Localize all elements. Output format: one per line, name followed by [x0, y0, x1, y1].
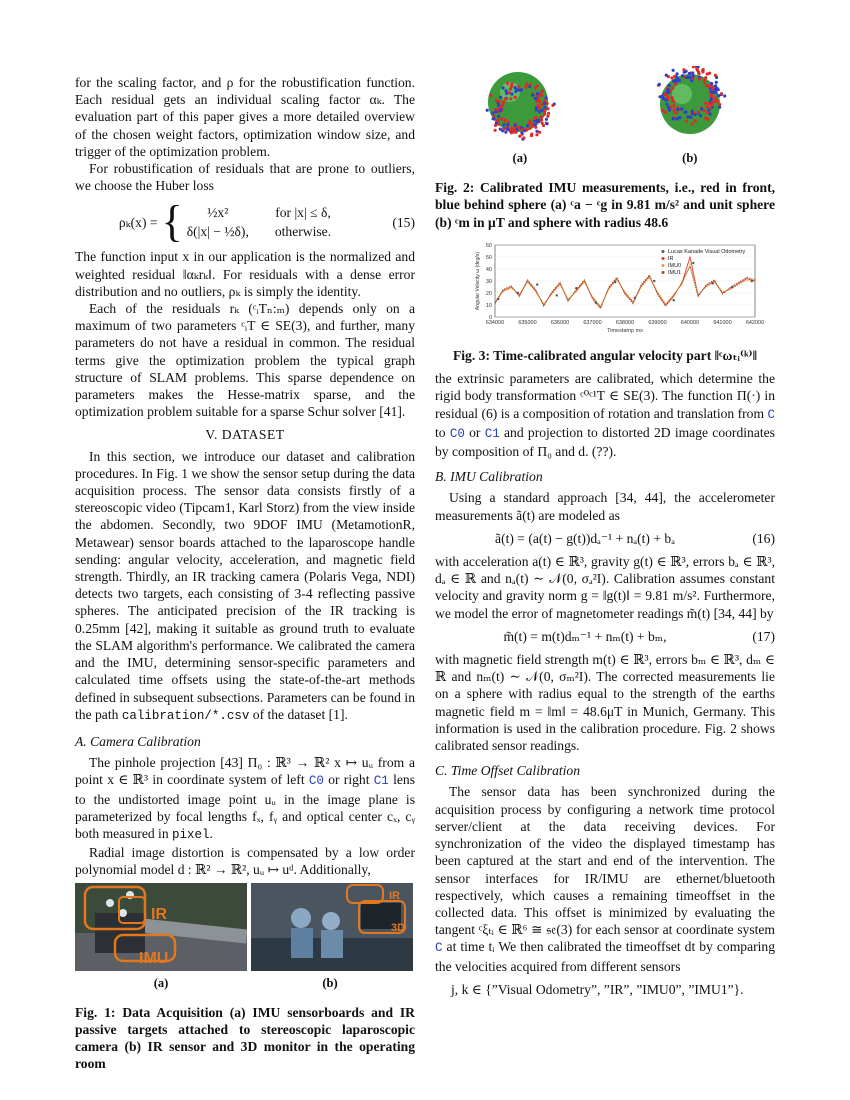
measurement-dot [503, 128, 506, 131]
subfigure-label: (a) [153, 975, 169, 990]
measurement-dot [690, 79, 693, 82]
measurement-dot [497, 123, 500, 126]
measurement-dot [506, 123, 509, 126]
equation-body: ã(t) = (a(t) − g(t))dₐ⁻¹ + nₐ(t) + bₐ [495, 530, 675, 546]
equation-number: (15) [392, 214, 415, 230]
measurement-dot [694, 119, 697, 122]
measurement-dot [504, 119, 507, 122]
paragraph: the extrinsic parameters are calibrated, which determine the rigid body transformation ᶜ⁰ᶜ¹T ∈ SE(3). The function Π(·) in residual (6) is a composition of rotation and translation from C to C0 or C1 and projection to distorted 2D image coordinates by composition of Π₀ and d. (??). [435, 371, 775, 460]
measurement-dot [678, 116, 681, 119]
y-tick-label: 40 [485, 266, 492, 273]
x-axis-label: Timestamp ms [607, 327, 643, 334]
x-tick-label: 637000 [583, 319, 602, 326]
measurement-dot [688, 72, 691, 75]
measurement-dot [720, 92, 723, 95]
measurement-dot [676, 108, 679, 111]
measurement-dot [715, 81, 718, 84]
equation-17 [435, 628, 775, 645]
legend-label: IMU0 [668, 262, 682, 269]
measurement-dot [704, 102, 707, 105]
coord-c0: C0 [449, 426, 465, 441]
measurement-dot [536, 92, 539, 95]
measurement-dot [696, 69, 699, 72]
measurement-dot [510, 92, 513, 95]
measurement-dot [671, 87, 674, 90]
measurement-dot [520, 131, 523, 134]
path-code: calibration/*.csv [121, 708, 250, 723]
measurement-dot [662, 97, 665, 100]
measurement-dot [514, 124, 517, 127]
legend-marker [662, 250, 665, 253]
right-column [435, 74, 775, 998]
equation-16 [435, 530, 775, 547]
measurement-dot [534, 126, 537, 129]
paragraph: for the scaling factor, and ρ for the robustification function. Each residual gets an individual scaling factor αₖ. The evaluation part of this paper gives a more detailed overview of the chosen weight factors, optimization window size, and trigger of the optimization problem. [75, 75, 415, 159]
measurement-dot [494, 110, 497, 113]
measurement-dot [535, 133, 538, 136]
measurement-dot [514, 96, 517, 99]
measurement-dot [706, 105, 709, 108]
legend-marker [662, 271, 665, 274]
paragraph: The function input x in our application is the normalized and weighted residual ‖αₖrₖ‖. For residuals with a dense error distribution and no outliers, ρₖ is simply the identity. [75, 249, 415, 299]
paragraph: The sensor data has been synchronized during the acquisition process by configuring a network time protocol server/client at the data receiving devices. For synchronization of the video the displayed timestamp has been captured at the start and end of the intervention. The sensor interfaces for IR/IMU are ethernet/bluetooth respectively, which causes a remaining timeoffset in the collected data. This offset is minimized by evaluating the tangent ᶜξₜᵢ ∈ ℝ⁶ ≅ 𝔰𝔢(3) for each sensor at coordinate system C at time tᵢ We then calibrated the timeoffset dt by comparing the velocities acquired from different sensors [435, 784, 776, 974]
measurement-dot [502, 101, 505, 104]
measurement-dot [708, 112, 711, 115]
figure-2-caption: Fig. 2: Calibrated IMU measurements, i.e., red in front, blue behind sphere (a) ᶜa − ᶜg in 9.81 m/s² and unit sphere (b) ᶜm in μT and sphere with radius 48.6 [435, 180, 775, 230]
measurement-dot [665, 74, 668, 77]
brace: { [161, 197, 183, 247]
measurement-dot [666, 89, 669, 92]
coord-c1: C1 [373, 774, 389, 789]
coord-c0: C0 [308, 774, 324, 789]
legend-label: IR [668, 255, 674, 262]
measurement-dot [723, 94, 726, 97]
x-tick-label: 634000 [485, 319, 505, 326]
measurement-dot [494, 129, 497, 132]
measurement-dot [711, 85, 714, 88]
y-tick-label: 60 [485, 242, 492, 249]
subsection-heading: A. Camera Calibration [75, 733, 201, 749]
measurement-dot [546, 107, 549, 110]
measurement-dot [541, 89, 544, 92]
measurement-dot [540, 109, 543, 112]
data-point [653, 280, 655, 282]
equation-number: (16) [752, 530, 775, 546]
measurement-dot [706, 111, 709, 114]
measurement-dot [658, 95, 661, 98]
measurement-dot [680, 107, 683, 110]
measurement-dot [714, 88, 717, 91]
x-tick-label: 641000 [713, 319, 732, 326]
measurement-dot [697, 111, 700, 114]
y-tick-label: 30 [485, 278, 492, 285]
angular-velocity-chart [445, 239, 765, 335]
paragraph: In this section, we introduce our dataset and calibration procedures. In Fig. 1 we show the sensor setup during the data acquisition process. The sensor data consists firstly of a stereoscopic video (Tipcam1, Karl Storz) from the view inside the abdomen. Secondly, two 9DOF IMU (MetamotionR, Metawear) sensor boards attached to the laparoscope handle sending: angular velocity, acceleration, and magnetic field strength. Thirdly, an IR tracking camera (Polaris Vega, NDI) detects two targets, each consisting of 3-4 reflecting passive spheres. The anticipated precision of the IR tracking is 0.25mm [42], making it suitable as ground truth to evaluate the SLAM algorithm's performance. We calibrated the camera and the IMU, determining sensor-specific parameters and calculated time offsets using the state-of-the-art methods defined in subsequent subsections. Parameters can be found in the path calibration/*.csv of the dataset [1]. [75, 448, 415, 723]
measurement-dot [672, 104, 675, 107]
data-point [536, 283, 538, 285]
measurement-dot [525, 82, 528, 85]
measurement-dot [658, 83, 661, 86]
measurement-dot [673, 108, 676, 111]
figure-1-caption: Fig. 1: Data Acquisition (a) IMU sensorboards and IR passive targets attached to stereoscopic laparoscopic camera (b) IR sensor and 3D monitor in the operating room [75, 1004, 415, 1072]
data-point [517, 292, 519, 294]
y-tick-label: 20 [485, 290, 492, 297]
measurement-dot [504, 89, 507, 92]
measurement-dot [518, 135, 521, 138]
measurement-dot [517, 126, 520, 129]
paragraph: The pinhole projection [43] Π₀ : ℝ³ → ℝ² x ↦ uᵤ from a point x ∈ ℝ³ in coordinate system of left C0 or right C1 lens to the undistorted image point uᵤ in the image plane is parameterized by focal lengths fₓ, fᵧ and optical center cₓ, cᵧ both measured in pixel. [75, 755, 416, 842]
x-tick-label: 640000 [680, 319, 700, 326]
x-tick-label: 636000 [550, 319, 570, 326]
measurement-dot [533, 117, 536, 120]
measurement-dot [703, 79, 706, 82]
data-point [556, 294, 558, 296]
case-2: δ(|x| − ½δ), [186, 224, 249, 240]
measurement-dot [540, 94, 543, 97]
measurement-dot [676, 117, 679, 120]
measurement-dot [714, 96, 717, 99]
measurement-dot [551, 104, 554, 107]
case-1: ½x² [207, 205, 229, 221]
measurement-dot [700, 107, 703, 110]
measurement-dot [699, 114, 702, 117]
measurement-dot [697, 72, 700, 75]
measurement-dot [525, 128, 528, 131]
y-tick-label: 10 [485, 302, 492, 309]
measurement-dot [665, 103, 668, 106]
measurement-dot [540, 118, 543, 121]
overlay-label-ir-2: IR [389, 889, 400, 902]
measurement-dot [499, 105, 502, 108]
measurement-dot [673, 75, 676, 78]
measurement-dot [504, 97, 507, 100]
measurement-dot [684, 111, 687, 114]
paragraph: with magnetic field strength m(t) ∈ ℝ³, errors bₘ ∈ ℝ³, dₘ ∈ ℝ and nₘ(t) ∼ 𝒩(0, σₘ²I). The corrected measurements lie on a sphere with radius equal to the strength of the earths magnetic field m = ‖m‖ = 48.6μT in Munich, Germany. This information is used in the calibration procedure. Fig. 2 shows calibrated sensor readings. [435, 652, 775, 754]
data-point [575, 287, 577, 289]
subfigure-label: (b) [682, 151, 698, 165]
y-axis-label: Angular Velocity ω (deg/s) [475, 251, 481, 310]
measurement-dot [499, 96, 502, 99]
equation-15 [75, 197, 415, 247]
measurement-dot [524, 85, 527, 88]
section-heading: V. DATASET [205, 427, 285, 443]
measurement-dot [682, 68, 685, 71]
paragraph: with acceleration a(t) ∈ ℝ³, gravity g(t) ∈ ℝ³, errors bₐ ∈ ℝ³, dₐ ∈ ℝ and nₐ(t) ∼ 𝒩(0, σₐ²I). Calibration assumes constant velocity and gravity norm g = ‖g(t)‖ = 9.81 m/s². Furthermore, we model the error of magnetometer readings m̃(t) [34, 44] by [435, 554, 775, 621]
measurement-dot [499, 109, 502, 112]
equation-number: (17) [752, 628, 775, 644]
data-point [731, 286, 733, 288]
subfigure-label: (b) [322, 975, 338, 990]
measurement-dot [710, 90, 713, 93]
paragraph: For robustification of residuals that are prone to outliers, we choose the Huber loss [75, 161, 415, 194]
subsection-heading: B. IMU Calibration [435, 469, 543, 485]
measurement-dot [664, 93, 667, 96]
y-tick-label: 50 [485, 254, 492, 261]
equation-set: j, k ∈ {”Visual Odometry”, ”IR”, ”IMU0”, ”IMU1”}. [451, 981, 744, 997]
left-column [75, 74, 415, 1073]
measurement-dot [530, 134, 533, 137]
measurement-dot [538, 131, 541, 134]
legend-marker [662, 257, 665, 260]
measurement-dot [704, 117, 707, 120]
x-tick-label: 639000 [648, 319, 667, 326]
measurement-dot [520, 88, 523, 91]
data-point [497, 298, 499, 300]
measurement-dot [509, 97, 512, 100]
measurement-dot [501, 86, 504, 89]
measurement-dot [704, 76, 707, 79]
measurement-dot [710, 104, 713, 107]
cond-1: for |x| ≤ δ, [275, 205, 331, 221]
data-point [712, 282, 714, 284]
measurement-dot [543, 102, 546, 105]
measurement-dot [486, 109, 489, 112]
y-tick-label: 0 [488, 314, 492, 321]
subsection-heading: C. Time Offset Calibration [435, 763, 581, 779]
coord-c: C [435, 941, 443, 956]
measurement-dot [687, 115, 690, 118]
measurement-dot [707, 85, 710, 88]
measurement-dot [676, 79, 679, 82]
measurement-dot [670, 76, 673, 79]
legend-marker [662, 264, 665, 267]
measurement-dot [534, 86, 537, 89]
measurement-dot [537, 99, 540, 102]
measurement-dot [690, 122, 693, 125]
measurement-dot [543, 106, 546, 109]
cond-2: otherwise. [274, 224, 332, 240]
measurement-dot [687, 76, 690, 79]
measurement-dot [504, 131, 507, 134]
measurement-dot [495, 99, 498, 102]
measurement-dot [685, 120, 688, 123]
measurement-dot [701, 70, 704, 73]
measurement-dot [672, 117, 675, 120]
measurement-dot [522, 136, 525, 139]
measurement-dot [681, 74, 684, 77]
measurement-dot [698, 78, 701, 81]
subfigure-label: (a) [512, 151, 528, 165]
measurement-dot [661, 109, 664, 112]
measurement-dot [539, 115, 542, 118]
measurement-dot [714, 74, 717, 77]
measurement-dot [676, 72, 679, 75]
measurement-dot [531, 94, 534, 97]
measurement-dot [547, 112, 550, 115]
data-point [751, 280, 753, 282]
measurement-dot [514, 90, 517, 93]
measurement-dot [494, 124, 497, 127]
x-tick-label: 642000 [745, 319, 765, 326]
data-point [673, 299, 675, 301]
measurement-dot [664, 111, 667, 114]
measurement-dot [691, 112, 694, 115]
measurement-dot [668, 84, 671, 87]
legend-label: IMU1 [668, 269, 682, 276]
measurement-dot [506, 82, 509, 85]
measurement-dot [545, 118, 548, 121]
measurement-dot [689, 116, 692, 119]
legend-label: Lucas Kanade Visual Odometry [668, 248, 746, 255]
measurement-dot [497, 115, 500, 118]
measurement-dot [537, 105, 540, 108]
measurement-dot [529, 122, 532, 125]
measurement-dot [711, 101, 714, 104]
measurement-dot [531, 124, 534, 127]
figure-3-chart [445, 239, 775, 339]
x-tick-label: 635000 [518, 319, 537, 326]
data-point [595, 301, 597, 303]
measurement-dot [671, 99, 674, 102]
measurement-dot [502, 123, 505, 126]
measurement-dot [672, 69, 675, 72]
overlay-label-3d: 3D [391, 921, 406, 934]
measurement-dot [498, 100, 501, 103]
measurement-dot [489, 94, 492, 97]
measurement-dot [710, 97, 713, 100]
paragraph: Each of the residuals rₖ (ᶜᵢTₙ:ₘ) depends only on a maximum of two parameters ᶜᵢT ∈ SE(3), and further, many parameters do not have a residual in common. The residual terms give the optimization problem the typical graph structure of SLAM problems. This sparse dependence on parameters makes the Hesse-matrix sparse, and the optimization problem suitable for a sparse Schur solver [41]. [75, 301, 415, 420]
overlay-label-imu: IMU [139, 949, 169, 967]
data-point [634, 296, 636, 298]
measurement-dot [543, 99, 546, 102]
photo-operating-room [251, 883, 413, 971]
figure-3-caption: Fig. 3: Time-calibrated angular velocity part ‖ᶜωₜᵢ⁽ᵏ⁾‖ [452, 348, 758, 364]
measurement-dot [666, 96, 669, 99]
measurement-dot [692, 66, 695, 68]
figure-2 [435, 66, 775, 144]
measurement-dot [491, 112, 494, 115]
measurement-dot [546, 115, 549, 118]
data-point [692, 262, 694, 264]
measurement-dot [534, 97, 537, 100]
sphere-accelerometer [480, 66, 560, 144]
equation-lhs: ρₖ(x) = [118, 214, 158, 230]
measurement-dot [510, 82, 513, 85]
measurement-dot [674, 83, 677, 86]
unit-pixel: pixel [172, 827, 210, 842]
measurement-dot [708, 72, 711, 75]
figure-1 [75, 883, 415, 971]
overlay-label-ir: IR [151, 905, 167, 923]
measurement-dot [496, 119, 499, 122]
paragraph: Radial image distortion is compensated by a low order polynomial model d : ℝ² → ℝ², uᵤ ↦ uᵈ. Additionally, [75, 845, 415, 878]
sphere-magnetometer [650, 66, 730, 144]
measurement-dot [517, 85, 520, 88]
measurement-dot [667, 106, 670, 109]
coord-c: C [767, 407, 775, 422]
photo-imu-sensorboards [75, 883, 247, 971]
paragraph: Using a standard approach [34, 44], the accelerometer measurements ã(t) are modeled as [435, 490, 775, 523]
measurement-dot [500, 117, 503, 120]
measurement-dot [529, 83, 532, 86]
measurement-dot [493, 115, 496, 118]
equation-body: m̃(t) = m(t)dₘ⁻¹ + nₘ(t) + bₘ, [503, 628, 667, 644]
data-point [614, 281, 616, 283]
measurement-dot [514, 131, 517, 134]
measurement-dot [541, 122, 544, 125]
measurement-dot [543, 112, 546, 115]
coord-c1: C1 [484, 426, 500, 441]
measurement-dot [506, 127, 509, 130]
measurement-dot [716, 100, 719, 103]
measurement-dot [546, 122, 549, 125]
measurement-dot [718, 103, 721, 106]
x-tick-label: 638000 [615, 319, 635, 326]
